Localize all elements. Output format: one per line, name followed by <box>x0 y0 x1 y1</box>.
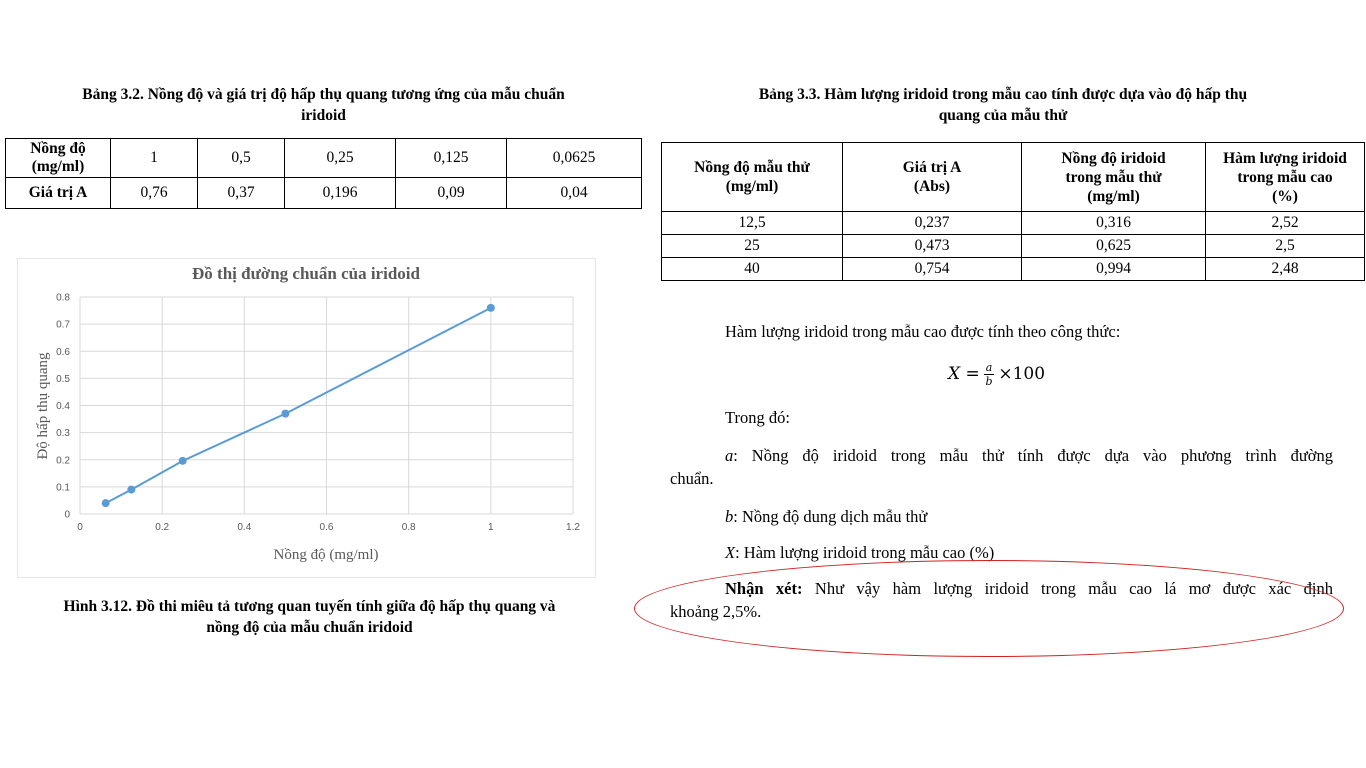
table-cell: 0,754 <box>843 258 1022 281</box>
formula-lhs: X = <box>948 364 980 384</box>
definition-b-text: : Nồng độ dung dịch mẫu thử <box>733 507 928 526</box>
table-cell: 12,5 <box>662 212 843 235</box>
row-header-line: Nồng độ <box>30 140 86 157</box>
x-tick-label: 0.6 <box>319 522 334 533</box>
y-tick-label: 0.8 <box>56 292 70 304</box>
header-line: Giá trị A <box>902 159 962 176</box>
column-header <box>843 143 1022 212</box>
var-x: X <box>725 543 736 562</box>
remark-label: Nhận xét: <box>725 579 803 598</box>
y-tick-label: 0.4 <box>56 401 70 412</box>
formula-fraction <box>984 361 995 388</box>
x-tick-label: 0 <box>77 522 83 533</box>
remark-text: Như vậy hàm lượng iridoid trong mẫu cao lá mơ được xác định <box>802 579 1333 598</box>
header-line: Nồng độ iridoid <box>1061 149 1166 167</box>
table-cell: 0,125 <box>396 139 507 178</box>
formula-numerator: a <box>985 360 993 374</box>
table-3-2-caption-line1: Bảng 3.2. Nồng độ và giá trị độ hấp thụ quang tương ứng của mẫu chuẩn <box>82 86 565 103</box>
definition-a-continuation: chuẩn. <box>670 469 714 488</box>
table-cell: 0,76 <box>111 178 198 209</box>
var-a: a <box>725 446 734 465</box>
definition-a-text: : Nồng độ iridoid trong mẫu thử tính được dựa vào phương trình đường <box>733 446 1333 465</box>
remark-continuation: khoảng 2,5%. <box>670 602 762 621</box>
chart-title: Đồ thị đường chuẩn của iridoid <box>192 264 420 283</box>
y-tick-label: 0.2 <box>56 455 70 467</box>
table-cell: 0,09 <box>396 178 507 209</box>
table-3-2-absorbance-row <box>6 178 642 209</box>
definition-x-text: : Hàm lượng iridoid trong mẫu cao (%) <box>735 543 995 562</box>
calibration-chart <box>17 258 596 578</box>
table-cell: 1 <box>111 139 198 178</box>
header-line: trong mẫu cao <box>1237 168 1333 186</box>
table-cell: 0,0625 <box>507 139 642 178</box>
figure-caption-line1: Hình 3.12. Đồ thi miêu tả tương quan tuyến tính giữa độ hấp thụ quang và <box>63 598 556 615</box>
table-row <box>662 258 1365 281</box>
data-point <box>102 499 110 507</box>
table-cell: 2,48 <box>1206 258 1365 281</box>
y-tick-label: 0.3 <box>56 428 70 440</box>
table-cell: 2,52 <box>1206 212 1365 235</box>
x-tick-label: 1 <box>488 522 494 533</box>
x-tick-label: 0.4 <box>237 522 252 533</box>
table-3-3-caption-line1: Bảng 3.3. Hàm lượng iridoid trong mẫu cao tính được dựa vào độ hấp thụ <box>758 86 1248 103</box>
table-cell: 0,994 <box>1022 258 1206 281</box>
table-cell: 0,473 <box>843 235 1022 258</box>
x-tick-label: 0.2 <box>155 522 170 533</box>
table-3-3 <box>661 142 1365 281</box>
table-cell: 25 <box>662 235 843 258</box>
definition-b <box>725 506 927 528</box>
trong-do-label: Trong đó: <box>725 408 790 427</box>
table-cell: 0,37 <box>198 178 285 209</box>
table-3-2-concentration-row <box>6 139 642 178</box>
formula-denominator: b <box>985 374 993 388</box>
table-row <box>662 212 1365 235</box>
column-header <box>1022 143 1206 212</box>
data-point <box>487 304 495 312</box>
table-cell: 0,316 <box>1022 212 1206 235</box>
table-cell: 0,196 <box>285 178 396 209</box>
header-line: (Abs) <box>913 178 951 195</box>
header-line: trong mẫu thử <box>1065 168 1162 186</box>
data-point <box>179 457 187 465</box>
table-row <box>662 235 1365 258</box>
definition-a <box>670 445 1333 467</box>
y-tick-label: 0 <box>64 509 70 521</box>
y-tick-label: 0.5 <box>56 373 70 385</box>
table-cell: 0,25 <box>285 139 396 178</box>
x-tick-label: 0.8 <box>401 522 416 533</box>
data-point <box>281 410 289 418</box>
highlight-ellipse <box>634 560 1344 657</box>
table-cell: 0,5 <box>198 139 285 178</box>
figure-3-12-caption <box>5 596 614 638</box>
column-header <box>1206 143 1365 212</box>
y-tick-label: 0.7 <box>56 319 70 331</box>
table-3-2-caption-line2: iridoid <box>301 107 346 124</box>
y-tick-label: 0.1 <box>56 482 70 494</box>
table-3-2-row-header: Giá trị A <box>6 178 111 209</box>
header-line: Hàm lượng iridoid <box>1223 149 1347 167</box>
table-cell: 0,237 <box>843 212 1022 235</box>
y-tick-label: 0.6 <box>56 346 70 358</box>
var-b: b <box>725 507 734 526</box>
header-line: (mg/ml) <box>725 178 779 195</box>
table-cell: 0,04 <box>507 178 642 209</box>
data-point <box>127 486 135 494</box>
table-cell: 40 <box>662 258 843 281</box>
table-3-2 <box>5 138 642 209</box>
formula-intro: Hàm lượng iridoid trong mẫu cao được tính theo công thức: <box>725 322 1121 341</box>
chart-x-axis-label: Nồng độ (mg/ml) <box>273 547 379 563</box>
formula-rhs: ×100 <box>998 364 1046 384</box>
table-3-3-header-row <box>662 143 1365 212</box>
row-header-line: (mg/ml) <box>31 158 85 175</box>
table-cell: 0,625 <box>1022 235 1206 258</box>
figure-caption-line2: nồng độ của mẫu chuẩn iridoid <box>206 619 413 636</box>
formula <box>948 357 1045 391</box>
table-3-2-caption <box>5 84 642 126</box>
table-3-3-caption <box>661 84 1345 126</box>
chart-canvas <box>18 259 595 577</box>
table-3-3-caption-line2: quang của mẫu thử <box>938 107 1068 124</box>
column-header <box>662 143 843 212</box>
header-line: (mg/ml) <box>1087 187 1140 205</box>
table-3-2-row-header <box>6 139 111 178</box>
x-tick-label: 1.2 <box>566 522 580 533</box>
chart-y-axis-label: Độ hấp thụ quang <box>35 352 51 460</box>
header-line: (%) <box>1272 187 1298 205</box>
header-line: Nồng độ mẫu thử <box>694 159 810 176</box>
table-cell: 2,5 <box>1206 235 1365 258</box>
